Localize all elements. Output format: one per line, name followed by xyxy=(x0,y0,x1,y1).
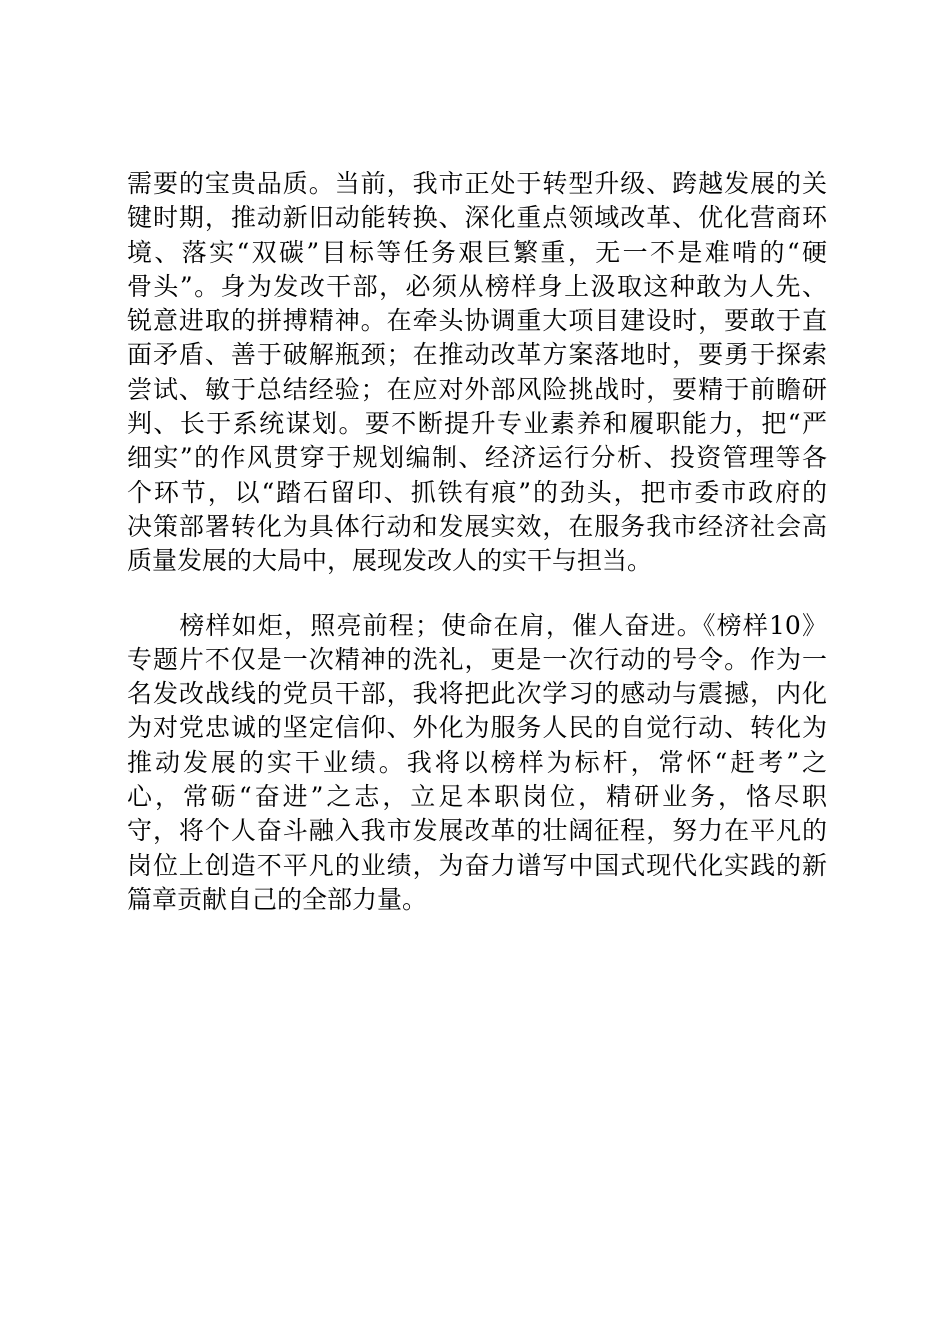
text-line: 键时期，推动新旧动能转换、深化重点领域改革、优化营商环 xyxy=(127,203,827,233)
paragraph-2 xyxy=(127,609,827,918)
text-line: 需要的宝贵品质。当前，我市正处于转型升级、跨越发展的关 xyxy=(127,169,827,198)
text-line: 专题片不仅是一次精神的洗礼，更是一次行动的号令。作为一 xyxy=(127,644,827,674)
text-line: 为对党忠诚的坚定信仰、外化为服务人民的自觉行动、转化为 xyxy=(127,713,827,743)
text-line: 骨头”。身为发改干部，必须从榜样身上汲取这种敢为人先、 xyxy=(127,271,827,301)
text-line: 锐意进取的拼搏精神。在牵头协调重大项目建设时，要敢于直 xyxy=(127,306,827,336)
document-body xyxy=(127,167,827,917)
text-line: 名发改战线的党员干部，我将把此次学习的感动与震撼，内化 xyxy=(127,679,827,709)
text-line: 细实”的作风贯穿于规划编制、经济运行分析、投资管理等各 xyxy=(127,443,827,473)
text-line: 境、落实“双碳”目标等任务艰巨繁重，无一不是难啃的“硬 xyxy=(127,237,827,267)
text-line: 心，常砺“奋进”之志，立足本职岗位，精研业务，恪尽职 xyxy=(127,782,827,812)
paragraph-1 xyxy=(127,167,827,579)
text-line: 岗位上创造不平凡的业绩，为奋力谱写中国式现代化实践的新 xyxy=(127,850,827,880)
text-line: 榜样如炬，照亮前程；使命在肩，催人奋进。《榜样10》 xyxy=(127,610,827,640)
text-line: 推动发展的实干业绩。我将以榜样为标杆，常怀“赶考”之 xyxy=(127,747,827,777)
text-line: 决策部署转化为具体行动和发展实效，在服务我市经济社会高 xyxy=(127,511,827,541)
text-line: 尝试、敏于总结经验；在应对外部风险挑战时，要精于前瞻研 xyxy=(127,374,827,404)
text-line: 判、长于系统谋划。要不断提升专业素养和履职能力，把“严 xyxy=(127,409,827,439)
text-line: 质量发展的大局中，展现发改人的实干与担当。 xyxy=(127,546,653,576)
text-line: 篇章贡献自己的全部力量。 xyxy=(127,884,428,914)
text-line: 面矛盾、善于破解瓶颈；在推动改革方案落地时，要勇于探索 xyxy=(127,340,827,370)
text-line: 守，将个人奋斗融入我市发展改革的壮阔征程，努力在平凡的 xyxy=(127,816,827,846)
text-line: 个环节，以“踏石留印、抓铁有痕”的劲头，把市委市政府的 xyxy=(127,477,827,507)
